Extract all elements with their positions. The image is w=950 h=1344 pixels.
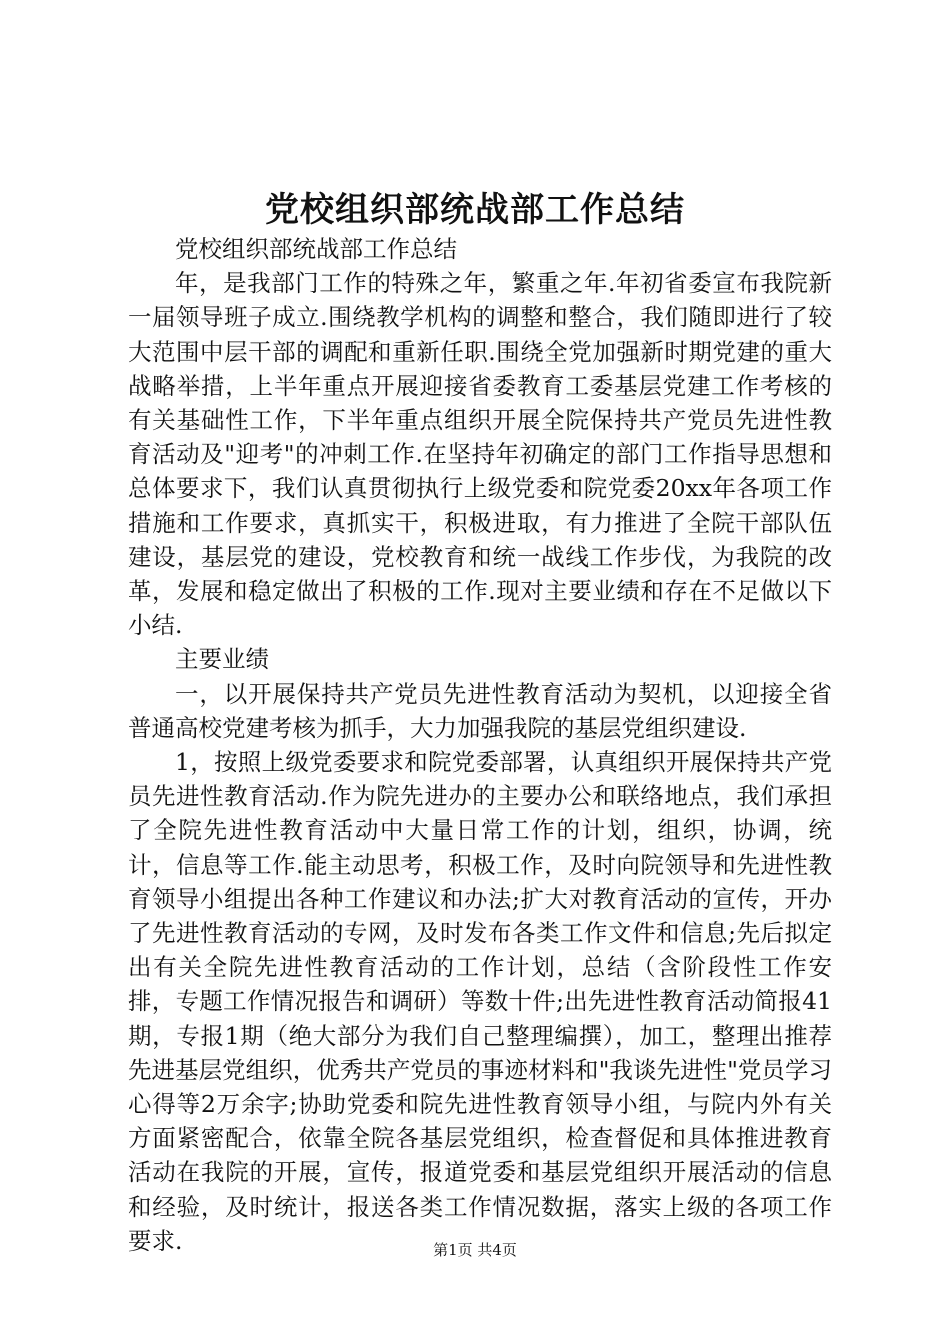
paragraph-item-one: 一，以开展保持共产党员先进性教育活动为契机，以迎接全省普通高校党建考核为抓手，大力加强我院的基层党组织建设. (128, 679, 832, 742)
document-title: 党校组织部统战部工作总结 (265, 190, 685, 230)
paragraph-subtitle: 党校组织部统战部工作总结 (175, 235, 457, 263)
document-body (128, 232, 832, 1258)
paragraph-section-heading: 主要业绩 (175, 645, 269, 674)
page-footer: 第1页 共4页 (433, 1241, 517, 1259)
paragraph-intro: 年，是我部门工作的特殊之年，繁重之年.年初省委宣布我院新一届领导班子成立.围绕教学机构的调整和整合，我们随即进行了较大范围中层干部的调配和重新任职.围绕全党加强新时期党建的重大战略举措，上半年重点开展迎接省委教育工委基层党建工作考核的有关基础性工作，下半年重点组织开展全院保持共产党员先进性教育活动及"迎考"的冲刺工作.在坚持年初确定的部门工作指导思想和总体要求下，我们认真贯彻执行上级党委和院党委20xx年各项工作措施和工作要求，真抓实干，积极进取，有力推进了全院干部队伍建设，基层党的建设，党校教育和统一战线工作步伐，为我院的改革，发展和稳定做出了积极的工作.现对主要业绩和存在不足做以下小结. (128, 269, 832, 640)
paragraph-item-one-sub-one: 1，按照上级党委要求和院党委部署，认真组织开展保持共产党员先进性教育活动.作为院先进办的主要办公和联络地点，我们承担了全院先进性教育活动中大量日常工作的计划，组织，协调，统计，信息等工作.能主动思考，积极工作，及时向院领导和先进性教育领导小组提出各种工作建议和办法;扩大对教育活动的宣传，开办了先进性教育活动的专网，及时发布各类工作文件和信息;先后拟定出有关全院先进性教育活动的工作计划，总结（含阶段性工作安排，专题工作情况报告和调研）等数十件;出先进性教育活动简报41期，专报1期（绝大部分为我们自己整理编撰），加工，整理出推荐先进基层党组织，优秀共产党员的事迹材料和"我谈先进性"党员学习心得等2万余字;协助党委和院先进性教育领导小组，与院内外有关方面紧密配合，依靠全院各基层党组织，检查督促和具体推进教育活动在我院的开展，宣传，报道党委和基层党组织开展活动的信息和经验，及时统计，报送各类工作情况数据，落实上级的各项工作要求. (128, 748, 832, 1255)
